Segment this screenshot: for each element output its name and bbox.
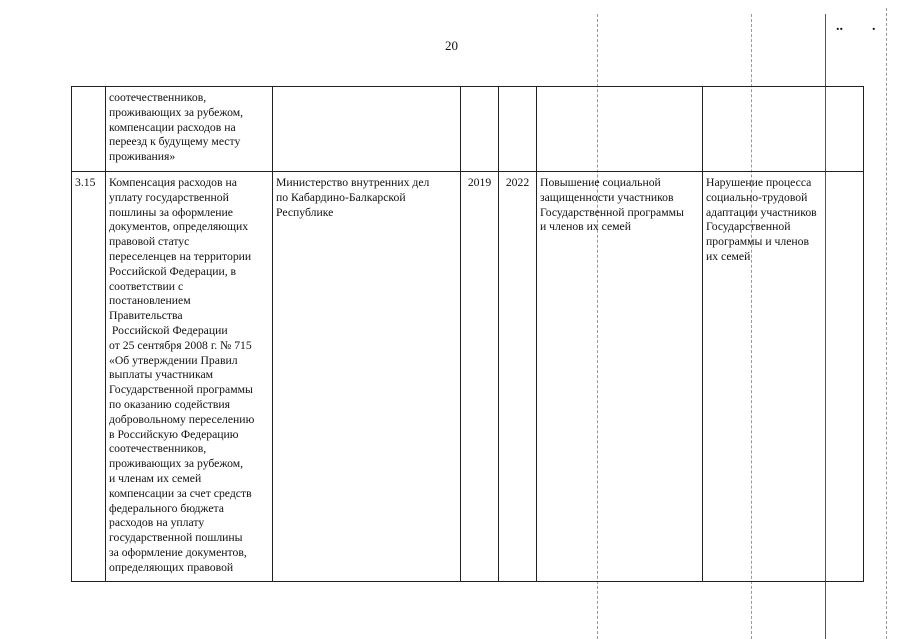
text-line: Российской Федерации	[109, 323, 228, 337]
text-line: расходов на уплату	[109, 516, 205, 530]
text-line: выплаты участникам	[109, 368, 214, 382]
text-line: определяющих правовой	[109, 560, 234, 574]
text-line: Государственной программы	[109, 383, 253, 397]
page-number: 20	[445, 38, 458, 53]
text-line: пошлины за оформление	[109, 205, 233, 219]
text-line: документов, определяющих	[109, 220, 249, 234]
text-line: соответствии с	[109, 279, 184, 293]
text-line: Повышение социальной	[540, 176, 661, 189]
text-line: переезд к будущему месту	[109, 135, 241, 149]
cell-consequence	[703, 87, 864, 172]
text-line: добровольному переселению	[109, 412, 255, 426]
text-line: переселенцев на территории	[109, 249, 252, 263]
text-line: по оказанию содействия	[109, 397, 231, 411]
text-line: в Российскую Федерацию	[109, 427, 239, 441]
text-line: от 25 сентября 2008 г. № 715	[109, 338, 252, 352]
text-line: по Кабардино-Балкарской	[276, 190, 406, 204]
text-line: Нарушение процесса	[706, 176, 812, 189]
text-line: постановлением	[109, 294, 191, 308]
cell-executor	[273, 87, 461, 172]
cell-year-end	[499, 87, 537, 172]
text-line: Государственной программы	[540, 205, 684, 219]
text-line: и членов их семей	[540, 220, 631, 234]
scan-mark: ..	[836, 19, 843, 34]
text-line: социально-трудовой	[706, 190, 808, 204]
text-line: программы и членов	[706, 235, 810, 249]
cell-year-end: 2022	[499, 172, 537, 582]
cell-number	[72, 87, 106, 172]
text-line: Компенсация расходов на	[109, 176, 237, 189]
text-line: Российской Федерации, в	[109, 264, 237, 278]
measures-table	[71, 86, 864, 582]
text-line: соотечественников,	[109, 442, 207, 456]
text-line: правовой статус	[109, 235, 190, 249]
text-line: Правительства	[109, 309, 183, 323]
text-line: соотечественников,	[109, 91, 207, 104]
cell-measure-name	[106, 172, 273, 582]
text-line: и членам их семей	[109, 471, 202, 485]
text-line: компенсации за счет средств	[109, 486, 252, 500]
text-line: за оформление документов,	[109, 545, 247, 559]
text-line: Государственной	[706, 220, 791, 234]
text-line: их семей	[706, 249, 751, 263]
scan-mark: .	[872, 19, 876, 34]
text-line: Республике	[276, 205, 334, 219]
cell-number: 3.15	[72, 172, 106, 582]
cell-consequence	[703, 172, 864, 582]
table-row-continued	[72, 87, 864, 172]
table-row-3-15	[72, 172, 864, 582]
scan-artifact-line	[886, 8, 887, 639]
cell-expected-result	[537, 87, 703, 172]
cell-year-start	[461, 87, 499, 172]
text-line: «Об утверждении Правил	[109, 353, 238, 367]
cell-expected-result	[537, 172, 703, 582]
cell-executor	[273, 172, 461, 582]
text-line: проживающих за рубежом,	[109, 105, 244, 119]
text-line: компенсации расходов на	[109, 120, 236, 134]
text-line: Министерство внутренних дел	[276, 176, 430, 189]
text-line: уплату государственной	[109, 190, 229, 204]
cell-year-start: 2019	[461, 172, 499, 582]
cell-measure-name	[106, 87, 273, 172]
text-line: проживания»	[109, 150, 176, 164]
text-line: адаптации участников	[706, 205, 817, 219]
text-line: защищенности участников	[540, 190, 674, 204]
text-line: государственной пошлины	[109, 531, 243, 545]
text-line: проживающих за рубежом,	[109, 457, 244, 471]
text-line: федерального бюджета	[109, 501, 224, 515]
